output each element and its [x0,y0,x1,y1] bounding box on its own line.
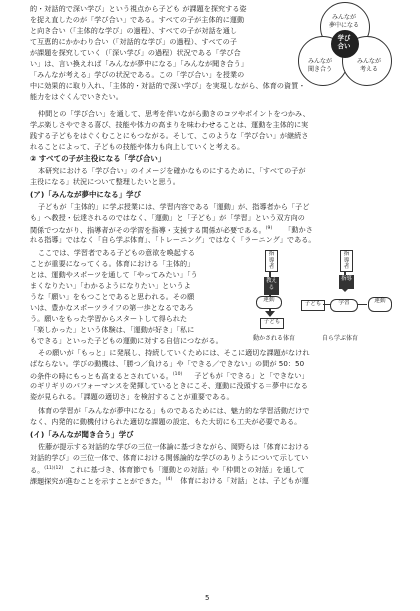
circle-label-right: みんなが 考える [356,58,381,73]
text-segment: 課題探究が進むことを示すことができた。 [30,476,166,486]
text-line: 践する子どもをはぐくむことにもつながる。そして、このような「学び合い」が継続さ [30,131,309,140]
text-line: 対話的学び」の三位一体で、体育における関係論的な学びのありようについて示してい [30,453,309,462]
text-line: 中に効果的に取り入れ、「主体的・対話的で深い学び」を実現しながら、体育の資質・ [30,81,306,90]
text-line: う。願いをもった学習からスタートして得られた [30,314,188,323]
citation: (4) [165,477,173,482]
text-line: い」は、言い換えれば「みんなが夢中になる」「みんなが聞き合う」 [30,59,248,68]
text-segment: これに基づき、体育節でも「運動との対話」や「仲間との対話」を通して [69,465,305,475]
text-line: なく、内発的に動機付けられた適切な課題の設定、もた大切にも工夫が必要である。 [30,417,302,426]
text-line: 「楽しかった」という体験は、「運動が好き」「私に [30,325,195,334]
citation: (10) [172,372,183,377]
text-line: 主役になる」状況について整理したいと思う。 [30,177,180,186]
text-line: 学ぶ楽しさやできる喜び、技能や体力の高まりを味わわせることは、運動を主体的に実 [30,120,309,129]
arrow-down-icon [340,287,350,292]
text-line: 佐藤が提示する対話的な学びの三位一体論に基づきながら、岡野らは「体育における [38,442,310,451]
text-line: ばならない。学びの動機は、「勝つ／負ける」や「できる／できない」の間が 50：50 [30,359,305,368]
text-segment: 関係でつながり、指導者がその学習を指導・支援する関係が必要である。 [30,225,266,235]
sport-ellipse: 運動 [256,296,282,309]
citation: (11)(12) [44,466,64,471]
text-line: れることによって、子どもの技能や体力も向上していくと考える。 [30,142,245,151]
teacher-box: 指導者 [340,250,353,272]
text-line [30,475,309,487]
citation: (9) [265,226,273,231]
text-line: ことが重要になってくる。体育における「主体的」 [30,259,195,268]
subsection-heading: (イ)「みんなが聞き合う」学び [30,430,134,439]
text-line: ここでは、学習者である子どもの意欲を喚起する [38,248,196,257]
text-line: のギリギリのパフォーマンスを発揮しているときにこそ、運動に没頭する＝夢中になる [30,381,308,390]
child-box: 子ども [260,318,284,329]
text-line: とは、運動やスポーツを通して「やってみたい」「う [30,270,198,279]
section-heading: ② すべての子が主役になる「学び合い」 [30,154,166,163]
text-line: 的・対話的で深い学び」という視点から子ども が課題を探究する姿 [30,4,247,13]
text-segment: の条件の時にもっとも高まるとされている。 [30,371,173,381]
text-line: も」へ教授・伝達されるのではなく、「運動」と「子ども」が「学習」という双方向の [30,213,305,222]
child-box: 子ども [301,300,325,311]
text-line: 姿が見られる。「課題の適切さ」を検討することが重要である。 [30,392,234,401]
text-line: まくなりたい」「わかるようになりたい」というよ [30,281,191,290]
text-line: 能力をはぐくんでいきたい。 [30,92,123,101]
text-line: 本研究における「学び合い」のイメージを確かなものにするために、「すべての子が [38,166,306,175]
circle-label-center: 学び 合い [337,34,351,50]
sport-ellipse: 運動 [368,297,392,312]
text-segment: 子どもが「できる」と「できない」 [194,371,309,381]
arrow-down-icon [265,311,275,317]
text-line: 「みんなが考える」学びの状況である。この「学び合い」を授業の [30,70,245,79]
text-line: 子どもが「主体的」に学ぶ授業には、学習内容である「運動」が、指導者から「子ど [38,202,310,211]
caption-passive: 動かされる体育 [253,335,296,342]
text-segment: 体育における「対話」とは、子どもが運 [180,476,309,486]
text-line: を捉え直したのが「学び合い」である。すべての子が主体的に運動 [30,15,245,24]
text-line: て互恵的にかかわり合い（「対話的な学び」の過程）、すべての子 [30,37,238,46]
text-line: 仲間との「学び合い」を通して、思考を伴いながら動きのコツやポイントをつかみ、 [38,109,310,118]
teacher-box: 指導者 [265,250,278,272]
text-segment: 「動かさ [284,225,313,235]
circle-label-top: みんなが 夢中になる [328,14,359,29]
text-line: いは、豊かなスポーツライフの第一歩となるであろ [30,303,194,312]
text-line: と向き合い（「主体的な学び」の過程）、すべての子が対話を通し [30,26,238,35]
caption-active: 自ら学ぶ体育 [322,335,359,342]
teach-label: 教える [264,277,279,295]
text-line: もできる」といった子どもの運動に対する自信につながる。 [30,336,223,345]
guide-label: 指導 [339,275,354,289]
text-line: れる指導」ではなく「自ら学ぶ体育」、「トレーニング」ではなく「ラーニング」である。 [30,235,316,244]
circle-label-left: みんなが 聞き合う [307,58,332,73]
page-number: 5 [205,594,210,602]
text-segment: る。 [30,465,45,475]
text-line: その願いが「もっと」に発展し、持続していくためには、そこに適切な課題がなけれ [38,348,310,357]
text-line: 体育の学習が「みんなが夢中になる」ものであるためには、魅力的な学習活動だけで [38,406,310,415]
text-line: が課題を探究していく（「深い学び」の過程）状況である「学び合 [30,48,241,57]
text-line: うな「願い」をもつことであると思われる。その願 [30,292,195,301]
learning-ellipse: 学習 [330,299,358,312]
subsection-heading: (ア)「みんなが夢中になる」学び [30,190,142,199]
